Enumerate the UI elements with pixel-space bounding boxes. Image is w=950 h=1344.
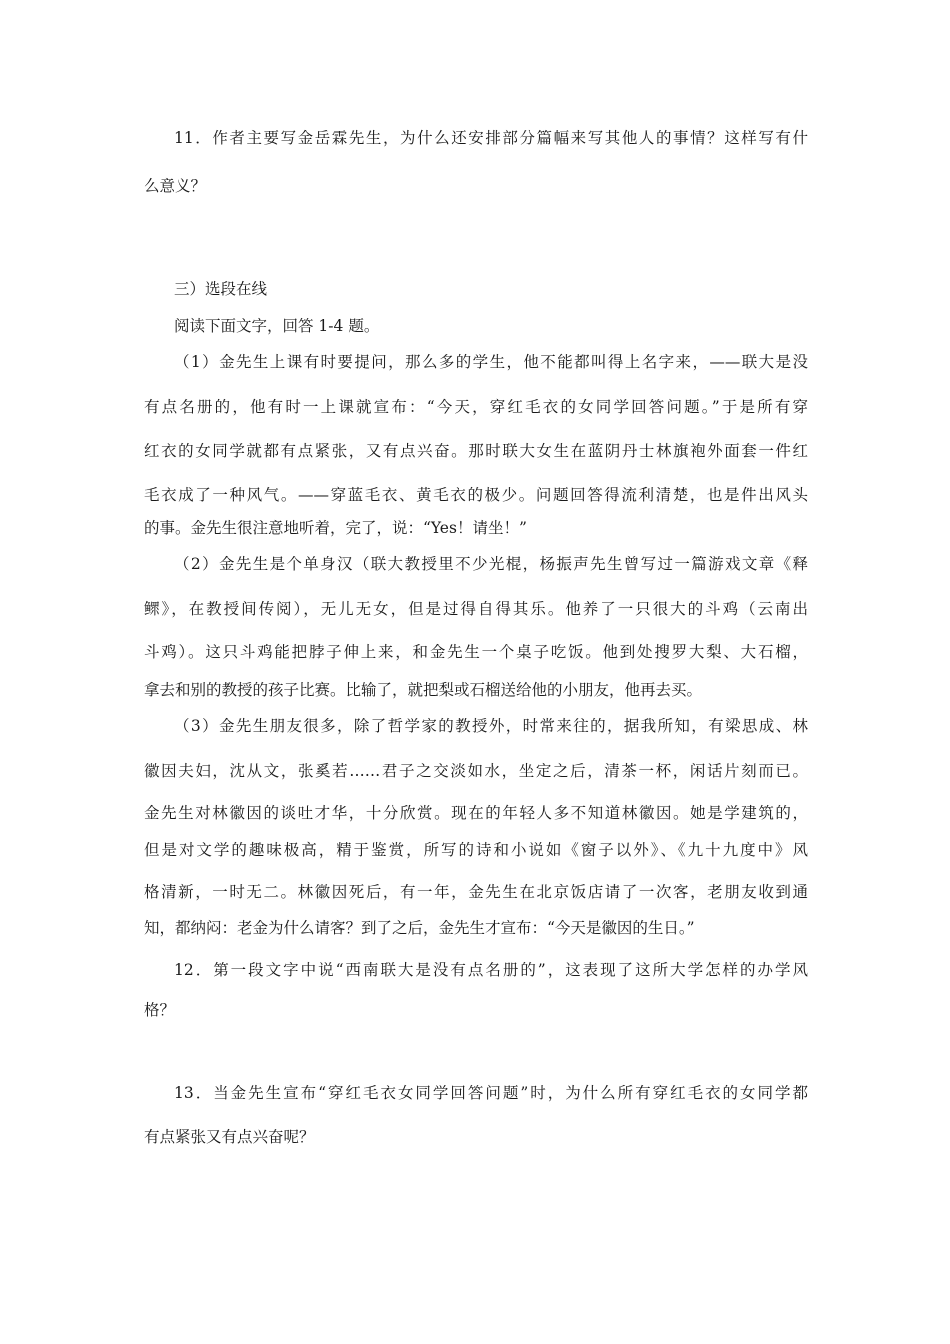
question-11-line-1: 11．作者主要写金岳霖先生，为什么还安排部分篇幅来写其他人的事情？这样写有什 [174,129,808,147]
paragraph-2-line: 拿去和别的教授的孩子比赛。比输了，就把梨或石榴送给他的小朋友，他再去买。 [144,681,703,699]
paragraph-3-line: 但是对文学的趣味极高，精于鉴赏，所写的诗和小说如《窗子以外》、《九十九度中》风 [144,841,808,859]
paragraph-1-line: 红衣的女同学就都有点紧张，又有点兴奋。那时联大女生在蓝阴丹士林旗袍外面套一件红 [144,442,808,460]
question-13-line-1: 13．当金先生宣布“穿红毛衣女同学回答问题”时，为什么所有穿红毛衣的女同学都 [174,1084,808,1102]
paragraph-2-line: （2）金先生是个单身汉（联大教授里不少光棍，杨振声先生曾写过一篇游戏文章《释 [174,555,808,573]
paragraph-1-line: （1）金先生上课有时要提问，那么多的学生，他不能都叫得上名字来，——联大是没 [174,353,808,371]
paragraph-1-line: 毛衣成了一种风气。——穿蓝毛衣、黄毛衣的极少。问题回答得流利清楚，也是件出风头 [144,486,808,504]
question-11-line-2: 么意义？ [144,177,207,195]
paragraph-1-line: 有点名册的，他有时一上课就宣布：“今天，穿红毛衣的女同学回答问题。”于是所有穿 [144,398,808,416]
paragraph-1-line: 的事。金先生很注意地听着，完了，说：“Yes！请坐！” [144,519,527,537]
paragraph-3-line: 徽因夫妇，沈从文，张奚若……君子之交淡如水，坐定之后，清茶一杯，闲话片刻而已。 [144,762,808,780]
paragraph-3-line: 知，都纳闷：老金为什么请客？到了之后，金先生才宣布：“今天是徽因的生日。” [144,919,695,937]
question-12-line-1: 12．第一段文字中说“西南联大是没有点名册的”，这表现了这所大学怎样的办学风 [174,961,808,979]
reading-instruction: 阅读下面文字，回答 1-4 题。 [174,317,380,335]
question-13-line-2: 有点紧张又有点兴奋呢？ [144,1128,315,1146]
section-heading: 三）选段在线 [174,280,268,298]
paragraph-3-line: 金先生对林徽因的谈吐才华，十分欣赏。现在的年轻人多不知道林徽因。她是学建筑的， [144,804,808,822]
paragraph-3-line: （3）金先生朋友很多，除了哲学家的教授外，时常来往的，据我所知，有梁思成、林 [174,717,808,735]
paragraph-3-line: 格清新，一时无二。林徽因死后，有一年，金先生在北京饭店请了一次客，老朋友收到通 [144,883,808,901]
question-12-line-2: 格？ [144,1001,176,1019]
paragraph-2-line: 斗鸡）。这只斗鸡能把脖子伸上来，和金先生一个桌子吃饭。他到处搜罗大梨、大石榴， [144,643,808,661]
paragraph-2-line: 鳏》，在教授间传阅），无儿无女，但是过得自得其乐。他养了一只很大的斗鸡（云南出 [144,600,808,618]
